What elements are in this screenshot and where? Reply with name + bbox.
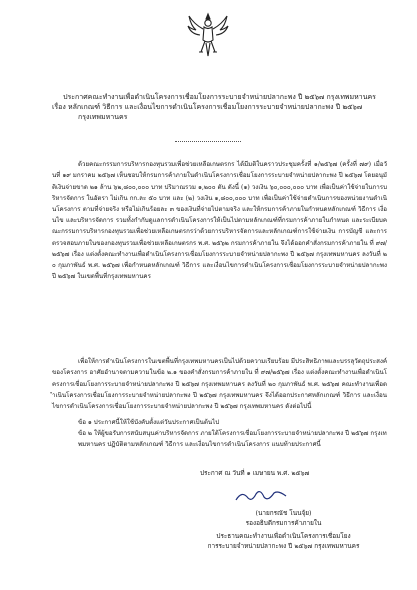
signer-name: (นายกรณัช โนนจุ้ย) (255, 509, 312, 517)
committee-title-line-1: ประธานคณะทำงานเพื่อดำเนินโครงการเชื่อมโยง (216, 532, 351, 540)
body-paragraph-2: เพื่อให้การดำเนินโครงการในเขตพื้นที่กรุงเทพมหานครเป็นไปด้วยความเรียบร้อย มีประสิทธิภาพและบรรลุวัตถุประสงค์ของโครงการ อาศัยอำนาจตามความในข้อ ๒.๑ ของคำสั่งกรมการค้าภายใน ที่ ๙๗/๒๕๖๗ เรื่อง แต่งตั้งคณะทำงานเพื่อดำเนินโครงการเชื่อมโยงการระบายจำหน่ายปลากะพง ปี ๒๕๖๗ กรุงเทพมหานคร ลงวันที่ ๒๐ กุมภาพันธ์ พ.ศ. ๒๕๖๗ คณะทำงานเพื่อดำเนินโครงการเชื่อมโยงการระบายจำหน่ายปลากะพง ปี ๒๕๖๗ กรุงเทพมหานคร จึงได้ออกประกาศหลักเกณฑ์ วิธีการ และเงื่อนไขการดำเนินโครงการเชื่อมโยงการระบายจำหน่ายปลากะพง ปี ๒๕๖๗ กรุงเทพมหานคร ดังต่อไปนี้ (52, 358, 388, 410)
title-line-3: กรุงเทพมหานคร (78, 113, 128, 121)
clause-2: ข้อ ๒ ให้ผู้ขอรับการสนับสนุนค่าบริหารจัดการ ภายใต้โครงการเชื่อมโยงการระบายจำหน่ายปลากะพง ปี ๒๕๖๗ กรุงเทพมหานคร ปฏิบัติตามหลักเกณฑ์ วิธีการ และเงื่อนไขการดำเนินโครงการ แนบท้ายประกาศนี้ (78, 430, 387, 449)
announcement-date: ประกาศ ณ วันที่ ๑ เมษายน พ.ศ. ๒๕๖๗ (200, 469, 310, 477)
clause-1: ข้อ ๑ ประกาศนี้ให้ใช้บังคับตั้งแต่วันประกาศเป็นต้นไป (78, 419, 220, 426)
body-paragraph-1: ด้วยคณะกรรมการบริหารกองทุนรวมเพื่อช่วยเหลือเกษตรกร ได้มีมติในคราวประชุมครั้งที่ ๑/๒๕๖๗ (ครั้งที่ ๗๙) เมื่อวันที่ ๑๙ มกราคม ๒๕๖๗ เห็นชอบให้กรมการค้าภายในดำเนินโครงการเชื่อมโยงการระบายจำหน่ายปลากะพง ปี ๒๕๖๗ โดยอนุมัติเงินจ่ายขาด ๒๑ ล้าน ๖๒,๘๐๐,๐๐๐ บาท ปริมาณรวม ๑,๒๐๐ ตัน ดังนี้ (๑) วงเงิน ๖๐,๐๐๐,๐๐๐ บาท เพื่อเป็นค่าใช้จ่ายในการบริหารจัดการ ในอัตรา ไม่เกิน กก.ละ ๕๐ บาท และ (๒) วงเงิน ๑,๘๐๐,๐๐๐ บาท เพื่อเป็นค่าใช้จ่ายดำเนินการของหน่วยงานดำเนินโครงการ ตามที่จ่ายจริง หรือไม่เกินร้อยละ ๓ ของเงินที่จ่ายไปตามจริง และให้กรมการค้าภายในกำหนดหลักเกณฑ์ วิธีการ เงื่อนไข และบริหารจัดการ รวมทั้งกำกับดูแลการดำเนินโครงการให้เป็นไปตามหลักเกณฑ์ที่กรมการค้าภายในกำหนด และระเบียบคณะกรรมการบริหารกองทุนรวมเพื่อช่วยเหลือเกษตรกรว่าด้วยการบริหารจัดการและหลักเกณฑ์การใช้จ่ายเงิน การบัญชี และการตรวจสอบภายในของกองทุนรวมเพื่อช่วยเหลือเกษตรกร พ.ศ. ๒๕๖๒ กรมการค้าภายใน จึงได้ออกคำสั่งกรมการค้าภายใน ที่ ๙๗/๒๕๖๗ เรื่อง แต่งตั้งคณะทำงานเพื่อดำเนินโครงการเชื่อมโยงการระบายจำหน่ายปลากะพง ปี ๒๕๖๗ กรุงเทพมหานคร ลงวันที่ ๒๐ กุมภาพันธ์ พ.ศ. ๒๕๖๗ เพื่อกำหนดหลักเกณฑ์ วิธีการ และเงื่อนไขการดำเนินโครงการเชื่อมโยงการระบายจำหน่ายปลากะพง ปี ๒๕๖๗ ในเขตพื้นที่กรุงเทพมหานคร (52, 161, 387, 281)
handwritten-signature-icon (232, 488, 290, 504)
committee-title-line-2: การระบายจำหน่ายปลากะพง ปี ๒๕๖๗ กรุงเทพมหานคร (207, 542, 360, 550)
title-line-1: ประกาศคณะทำงานเพื่อดำเนินโครงการเชื่อมโยงการระบายจำหน่ายปลากะพง ปี ๒๕๖๗ กรุงเทพมหานคร (63, 93, 376, 101)
signer-title: รองอธิบดีกรมการค้าภายใน (245, 519, 322, 527)
garuda-emblem-icon (186, 10, 230, 58)
title-divider (175, 141, 241, 142)
announcement-title (52, 92, 387, 122)
title-line-2: เรื่อง หลักเกณฑ์ วิธีการ และเงื่อนไขการดำเนินโครงการเชื่อมโยงการระบายจำหน่ายปลากะพง ปี ๒๕๖๗ (52, 103, 363, 111)
